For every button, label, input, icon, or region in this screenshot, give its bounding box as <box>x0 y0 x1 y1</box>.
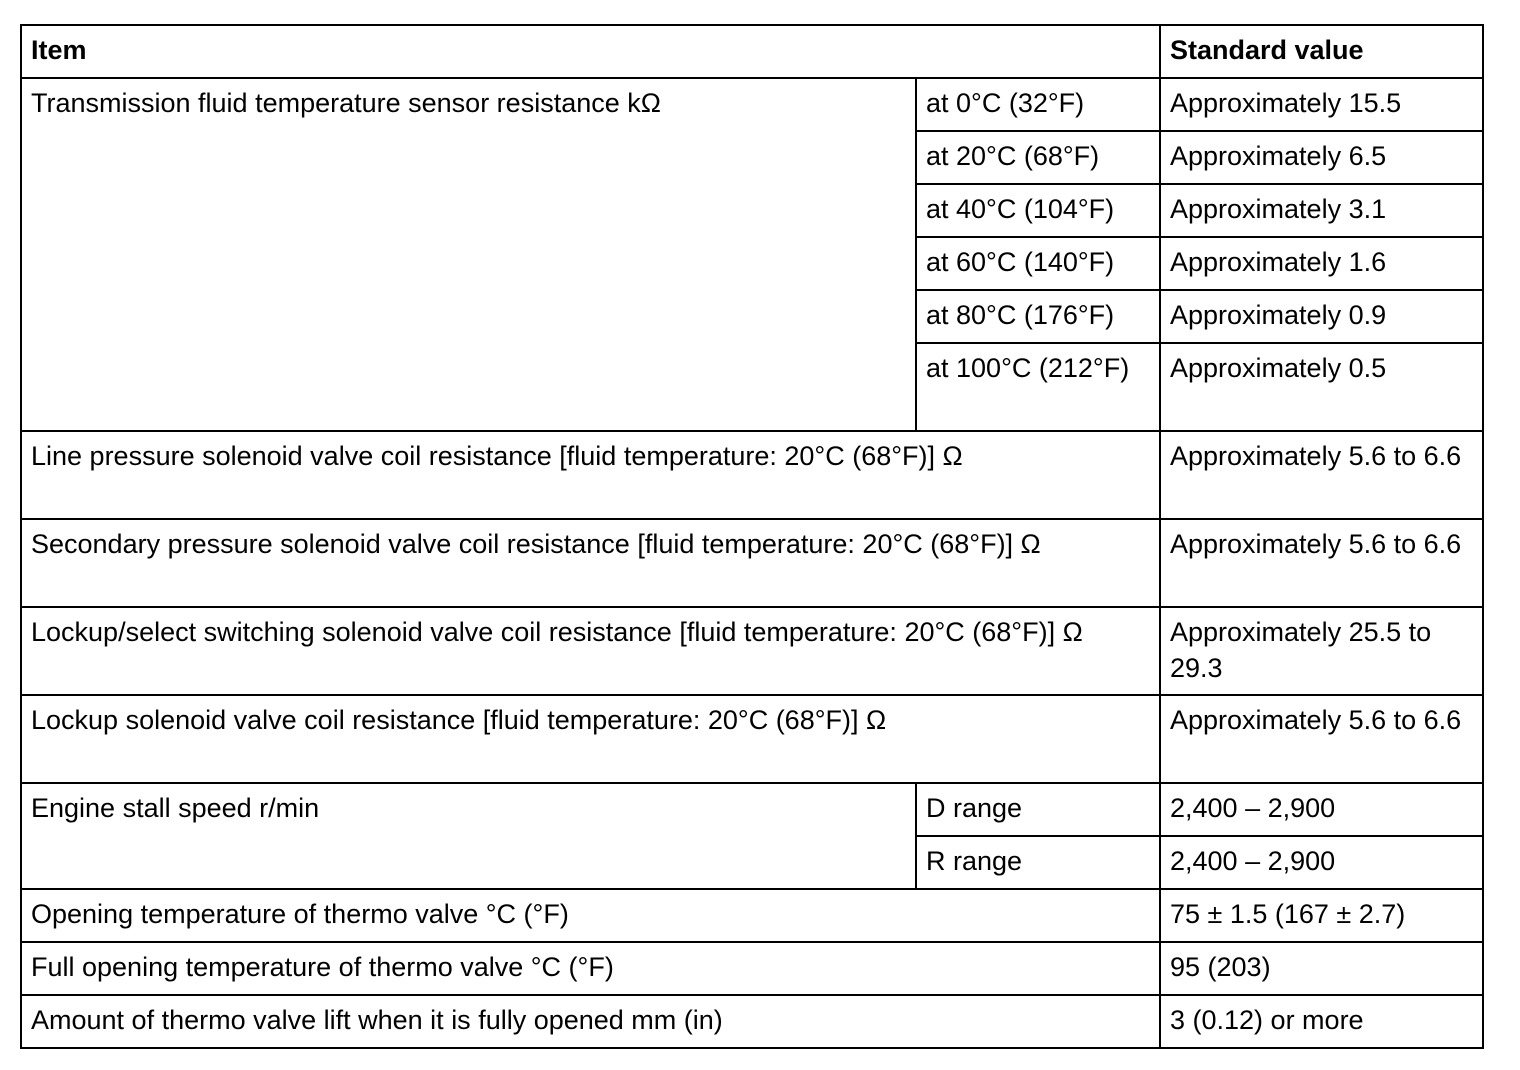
condition-cell: at 40°C (104°F) <box>916 184 1160 237</box>
value-cell: 95 (203) <box>1160 942 1483 995</box>
value-cell: Approximately 0.9 <box>1160 290 1483 343</box>
item-thermo-valve-opening-temp: Opening temperature of thermo valve °C (°F) <box>21 889 1160 942</box>
item-fluid-temp-sensor: Transmission fluid temperature sensor resistance kΩ <box>21 78 916 431</box>
table-row <box>21 783 1483 836</box>
condition-cell: at 20°C (68°F) <box>916 131 1160 184</box>
condition-cell: D range <box>916 783 1160 836</box>
item-line-pressure-solenoid: Line pressure solenoid valve coil resistance [fluid temperature: 20°C (68°F)] Ω <box>21 431 1160 519</box>
value-cell: Approximately 1.6 <box>1160 237 1483 290</box>
condition-cell: at 60°C (140°F) <box>916 237 1160 290</box>
value-cell: 2,400 – 2,900 <box>1160 783 1483 836</box>
value-cell: Approximately 5.6 to 6.6 <box>1160 695 1483 783</box>
value-cell: 2,400 – 2,900 <box>1160 836 1483 889</box>
table-header-row <box>21 25 1483 78</box>
table-row <box>21 942 1483 995</box>
table-row <box>21 607 1483 695</box>
table-row <box>21 78 1483 131</box>
condition-cell: at 0°C (32°F) <box>916 78 1160 131</box>
item-engine-stall-speed: Engine stall speed r/min <box>21 783 916 889</box>
item-lockup-solenoid: Lockup solenoid valve coil resistance [fluid temperature: 20°C (68°F)] Ω <box>21 695 1160 783</box>
table-row <box>21 695 1483 783</box>
value-cell: Approximately 5.6 to 6.6 <box>1160 431 1483 519</box>
item-thermo-valve-full-opening-temp: Full opening temperature of thermo valve °C (°F) <box>21 942 1160 995</box>
condition-cell: at 100°C (212°F) <box>916 343 1160 431</box>
specification-table <box>20 24 1484 1049</box>
value-cell: Approximately 3.1 <box>1160 184 1483 237</box>
condition-cell: R range <box>916 836 1160 889</box>
value-cell: Approximately 6.5 <box>1160 131 1483 184</box>
condition-cell: at 80°C (176°F) <box>916 290 1160 343</box>
table-row <box>21 431 1483 519</box>
item-secondary-pressure-solenoid: Secondary pressure solenoid valve coil resistance [fluid temperature: 20°C (68°F)] Ω <box>21 519 1160 607</box>
value-cell: Approximately 5.6 to 6.6 <box>1160 519 1483 607</box>
item-lockup-select-solenoid: Lockup/select switching solenoid valve coil resistance [fluid temperature: 20°C (68°F)] Ω <box>21 607 1160 695</box>
table-row <box>21 995 1483 1048</box>
value-cell: 75 ± 1.5 (167 ± 2.7) <box>1160 889 1483 942</box>
value-cell: 3 (0.12) or more <box>1160 995 1483 1048</box>
table-row <box>21 519 1483 607</box>
value-cell: Approximately 15.5 <box>1160 78 1483 131</box>
value-cell: Approximately 0.5 <box>1160 343 1483 431</box>
header-item: Item <box>21 25 1160 78</box>
value-cell: Approximately 25.5 to 29.3 <box>1160 607 1483 695</box>
header-standard-value: Standard value <box>1160 25 1483 78</box>
item-thermo-valve-lift: Amount of thermo valve lift when it is fully opened mm (in) <box>21 995 1160 1048</box>
table-row <box>21 889 1483 942</box>
